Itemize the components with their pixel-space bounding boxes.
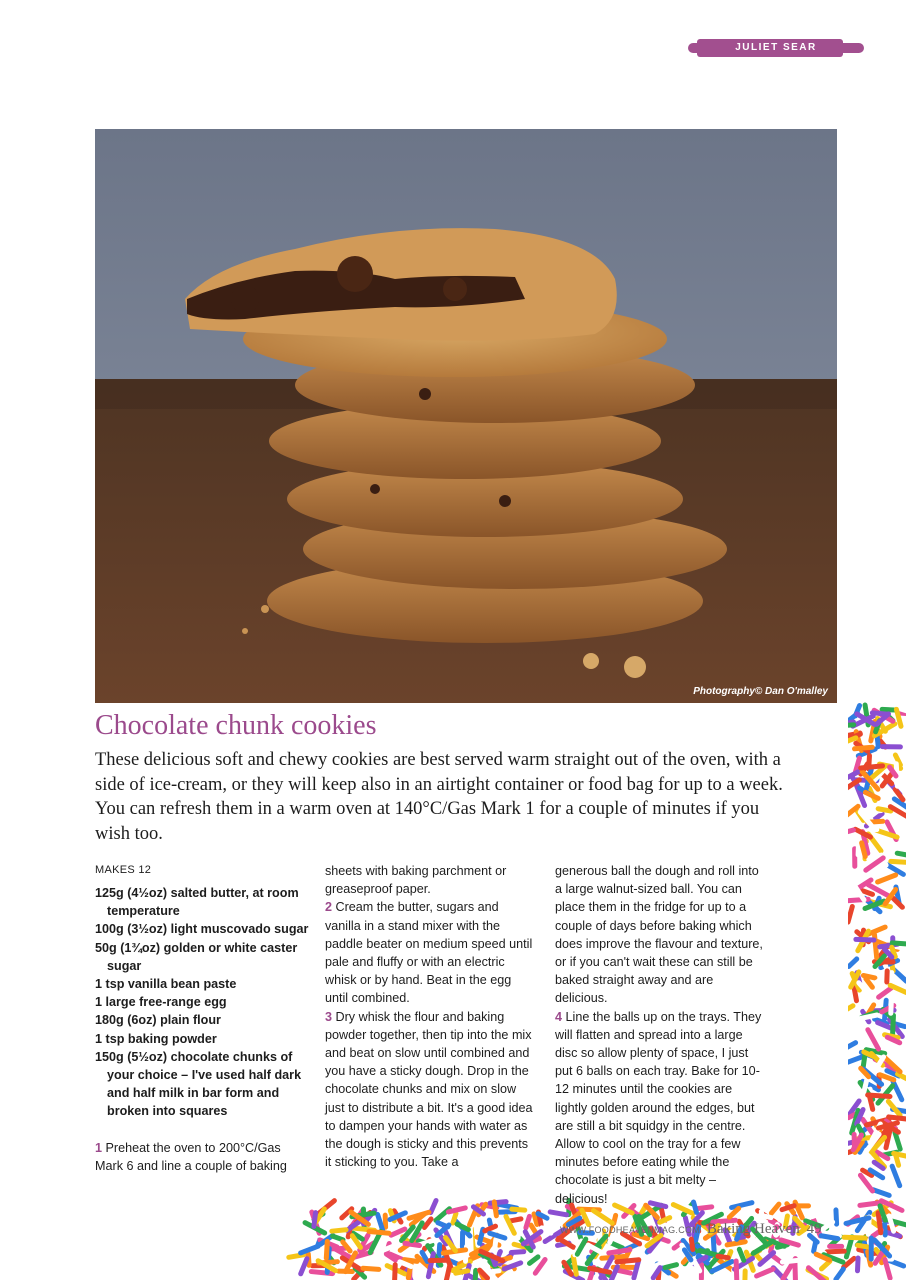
method-column-2 (325, 862, 535, 1171)
makes-count: MAKES 12 (95, 864, 152, 876)
sprinkle (518, 1227, 519, 1238)
sprinkle (405, 1243, 420, 1245)
sprinkle (873, 1190, 889, 1196)
sprinkle (861, 766, 883, 768)
sprinkle (424, 1219, 431, 1228)
sprinkle (512, 1209, 525, 1210)
sprinkle (782, 1260, 802, 1262)
ingredient: 150g (5½oz) chocolate chunks of your choice – I've used half dark and half milk in bar form and broken into squares (95, 1049, 302, 1119)
sprinkle (891, 1001, 892, 1014)
sprinkle (872, 713, 888, 714)
sprinkle (861, 1001, 867, 1010)
sprinkle (836, 1269, 843, 1279)
sprinkle (718, 1256, 728, 1257)
sprinkle (858, 1245, 868, 1247)
sprinkle (885, 1224, 886, 1235)
sprinkle (404, 1260, 417, 1262)
sprinkle (550, 1212, 566, 1215)
sprinkle (868, 1030, 879, 1049)
ingredient: 1 tsp baking powder (95, 1031, 217, 1046)
sprinkle (807, 1258, 817, 1261)
sprinkle (609, 1250, 630, 1253)
sprinkle (475, 1270, 476, 1280)
sprinkle (573, 1256, 576, 1274)
sprinkle (431, 1201, 436, 1213)
method-step-4: 4 Line the balls up on the trays. They will flatten and spread into a large disc so allow plenty of space, I just put 6 balls on each tray. Bake for 10-12 minutes until the cookies are lightly golden around the edges, but are still a bit squidgy in the centre. Allow to cool on the tray for a few minutes before eating while the chocolate is just a bit melty – delicious! (555, 1009, 762, 1206)
method-step-1: 1 Preheat the oven to 200°C/Gas Mark 6 and line a couple of baking (95, 1140, 287, 1173)
sprinkle (314, 1229, 315, 1241)
sprinkle (409, 1212, 429, 1218)
author-tab (688, 38, 864, 58)
sprinkle (760, 1215, 771, 1217)
sprinkle (856, 939, 874, 940)
sprinkle (878, 809, 891, 811)
sprinkle (301, 1259, 307, 1274)
sprinkle (827, 1251, 845, 1252)
ingredient: 100g (3½oz) light muscovado sugar (95, 922, 309, 937)
sprinkle (812, 1212, 823, 1216)
sprinkle (739, 1249, 743, 1260)
ingredient: 125g (4½oz) salted butter, at room temperature (95, 886, 299, 919)
sprinkle (892, 943, 906, 945)
sprinkle (893, 898, 903, 907)
sprinkle (530, 1257, 538, 1264)
sprinkle (634, 1261, 638, 1278)
author-name: JULIET SEAR (735, 42, 817, 53)
sprinkle (895, 1132, 900, 1149)
ingredient: 1 large free-range egg (95, 995, 227, 1010)
sprinkle (880, 1075, 894, 1080)
sprinkle (889, 1117, 906, 1119)
sprinkle (457, 1224, 468, 1230)
method-step-1-continued: sheets with baking parchment or greaseproof paper. (325, 864, 507, 897)
ingredient: 50g (1¾oz) golden or white caster sugar (95, 940, 298, 973)
page-footer (560, 1221, 840, 1241)
sprinkle (879, 988, 892, 997)
sprinkle (855, 829, 870, 837)
sprinkle (446, 1264, 450, 1280)
recipe-title: Chocolate chunk cookies (95, 710, 377, 741)
method-step-2: 2 Cream the butter, sugars and vanilla in a stand mixer with the paddle beater on medium speed until pale and fluffy or with an electric whisk or by hand. Beat in the egg until combined. (325, 900, 533, 1006)
method-column-3 (555, 862, 765, 1208)
sprinkle (494, 1239, 496, 1256)
sprinkle (494, 1202, 496, 1216)
page-number: 49 (806, 1221, 822, 1237)
sprinkle (369, 1232, 389, 1234)
sprinkle (504, 1263, 521, 1269)
sprinkle (535, 1259, 545, 1273)
sprinkle (897, 853, 906, 857)
sprinkle (865, 792, 878, 798)
sprinkle (332, 1230, 346, 1231)
sprinkle (333, 1236, 343, 1240)
sprinkle (858, 1258, 859, 1271)
ingredient: 180g (6oz) plain flour (95, 1013, 221, 1028)
method-step-3-continued: generous ball the dough and roll into a large walnut-sized ball. You can place them in the fridge for up to a couple of days before baking which does improve the flavour and texture, or if you can't wait these can still be baked straight away and are delicious. (555, 864, 763, 1006)
ingredient: 1 tsp vanilla bean paste (95, 977, 237, 992)
ingredients-column (95, 862, 310, 1175)
sprinkle (745, 1271, 746, 1280)
footer-url[interactable]: WWW.FOODHEAVENMAG.COM (560, 1225, 701, 1235)
cookie-photo (95, 129, 837, 703)
sprinkle (363, 1268, 379, 1269)
method-step-3: 3 Dry whisk the flour and baking powder together, then tip into the mix and beat on slow until combined and you have a sticky dough. Drop in the chocolate chunks and mix on slow just to distribute a bit. It's a good idea to dampen your hands with water as the dough is sticky and this prevents it sticking to you. Take a (325, 1009, 533, 1170)
sprinkle (456, 1271, 468, 1273)
photo-credit: Photography© Dan O'malley (693, 686, 828, 697)
sprinkle (882, 709, 894, 710)
sprinkle (866, 979, 873, 988)
sprinkle (617, 1260, 639, 1262)
recipe-intro: These delicious soft and chewy cookies are best served warm straight out of the oven, with a side of ice-cream, or they will keep also in an airtight container or food bag for up to a week. You can refresh them in a warm oven at 140°C/Gas Mark 1 for a couple of minutes if you wish too. (95, 750, 783, 844)
sprinkle (892, 1166, 900, 1186)
sprinkle (314, 1213, 316, 1227)
sprinkle (862, 843, 866, 857)
sprinkle (849, 959, 857, 967)
footer-brand: Baking Heaven (706, 1221, 800, 1237)
sprinkle (736, 1261, 737, 1280)
sprinkle (855, 747, 873, 749)
sprinkle (526, 1216, 530, 1227)
sprinkle (453, 1213, 456, 1223)
sprinkle (894, 1153, 906, 1156)
sprinkle (757, 1269, 773, 1276)
sprinkle (616, 1270, 630, 1273)
sprinkle (511, 1252, 523, 1253)
sprinkle (395, 1265, 396, 1280)
sprinkle (878, 875, 896, 882)
sprinkle (869, 1095, 873, 1109)
sprinkle (844, 1237, 865, 1238)
sprinkle (326, 1241, 327, 1258)
sprinkle (848, 906, 852, 922)
sprinkle (727, 1242, 745, 1245)
sprinkle (878, 1213, 881, 1233)
sprinkle (897, 1054, 906, 1063)
sprinkle (665, 1265, 676, 1268)
sprinkle (891, 861, 906, 862)
sprinkle (547, 1270, 557, 1271)
sprinkle (771, 1204, 779, 1213)
